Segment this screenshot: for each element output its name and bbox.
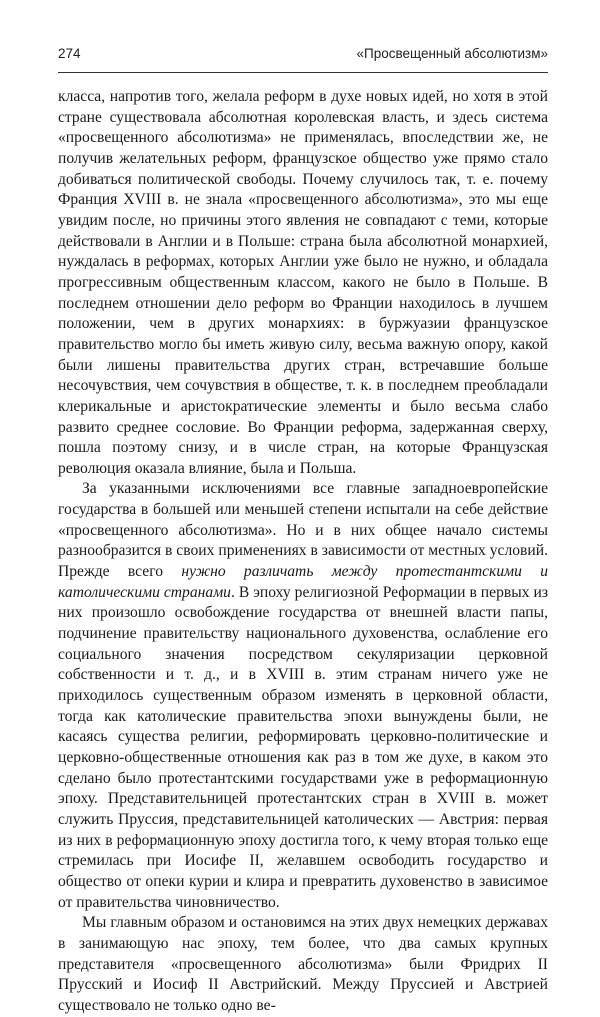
page-number: 274 bbox=[58, 46, 81, 61]
paragraph-2-text-before: За указанными исключениями все главные западноевропейские государства в большей или меньшей степени испытали на себе действие «просвещенного абсолютизма». Но и в них общее начало системы разнообразится в своих применениях в зависимости от местных условий. Прежде всего bbox=[58, 480, 548, 581]
running-title: «Просвещенный абсолютизм» bbox=[356, 46, 548, 61]
paragraph-2 bbox=[58, 479, 548, 913]
paragraph-1: класса, напротив того, желала реформ в духе новых идей, но хотя в этой стране существовала абсолютная королевская власть, и здесь система «просвещенного абсолютизма» не применялась, впоследствии же, не получив желательных реформ, французское общество уже прямо стало добиваться политической свободы. Почему случилось так, т. е. почему Франция XVIII в. не знала «просвещенного абсолютизма», это мы еще увидим после, но причины этого явления не совпадают с теми, которые действовали в Англии и в Польше: страна была абсолютной монархией, нуждалась в реформах, которых Англии уже было не нужно, и обладала прогрессивным общественным классом, какого не было в Польше. В последнем отношении дело реформ во Франции находилось в лучшем положении, чем в других монархиях: в буржуазии французское правительство могло бы иметь живую силу, весьма важную опору, какой были лишены правительства других стран, встречавшие больше несочувствия, чем сочувствия в обществе, т. к. в последнем преобладали клерикальные и аристократические элементы и было весьма слабо развито среднее сословие. Во Франции реформа, задержанная сверху, пошла поэтому снизу, и в числе стран, на которые Французская революция оказала влияние, была и Польша. bbox=[58, 88, 548, 477]
paragraph-2-text-after: . В эпоху религиозной Реформации в первых из них произошло освобождение государства от внешней власти папы, подчинение правительству национального духовенства, ослабление его социального значения посредством секуляризации церковной собственности и т. д., и в XVIII в. этим странам ничего уже не приходилось существенным образом изменять в церковной области, тогда как католические правительства эпохи вынуждены были, не касаясь существа религии, реформировать церковно-политические и церковно-общественные отношения как раз в том же духе, в каком это сделано было протестантскими государствами уже в реформационную эпоху. Представительницей протестантских стран в XVIII в. может служить Пруссия, представительницей католических — Австрия: первая из них в реформационную эпоху достигла того, к чему вторая только еще стремилась при Иосифе II, желавшем освободить государство и общество от опеки курии и клира и превратить духовенство в зависимое от правительства чиновничество. bbox=[58, 583, 548, 911]
paragraph-3: Мы главным образом и остановимся на этих двух немецких державах в занимающую нас эпоху, тем более, что два самых крупных представителя «просвещенного абсолютизма» были Фридрих II Прусский и Иосиф II Австрийский. Между Пруссией и Австрией существовало не только одно ве- bbox=[58, 914, 548, 1014]
body-text bbox=[58, 87, 548, 1017]
paragraph-2-emphasis: нужно различать между протестантскими и католическими странами bbox=[58, 563, 548, 601]
running-head bbox=[58, 38, 548, 60]
header-rule bbox=[58, 72, 548, 73]
book-page bbox=[58, 38, 548, 1017]
